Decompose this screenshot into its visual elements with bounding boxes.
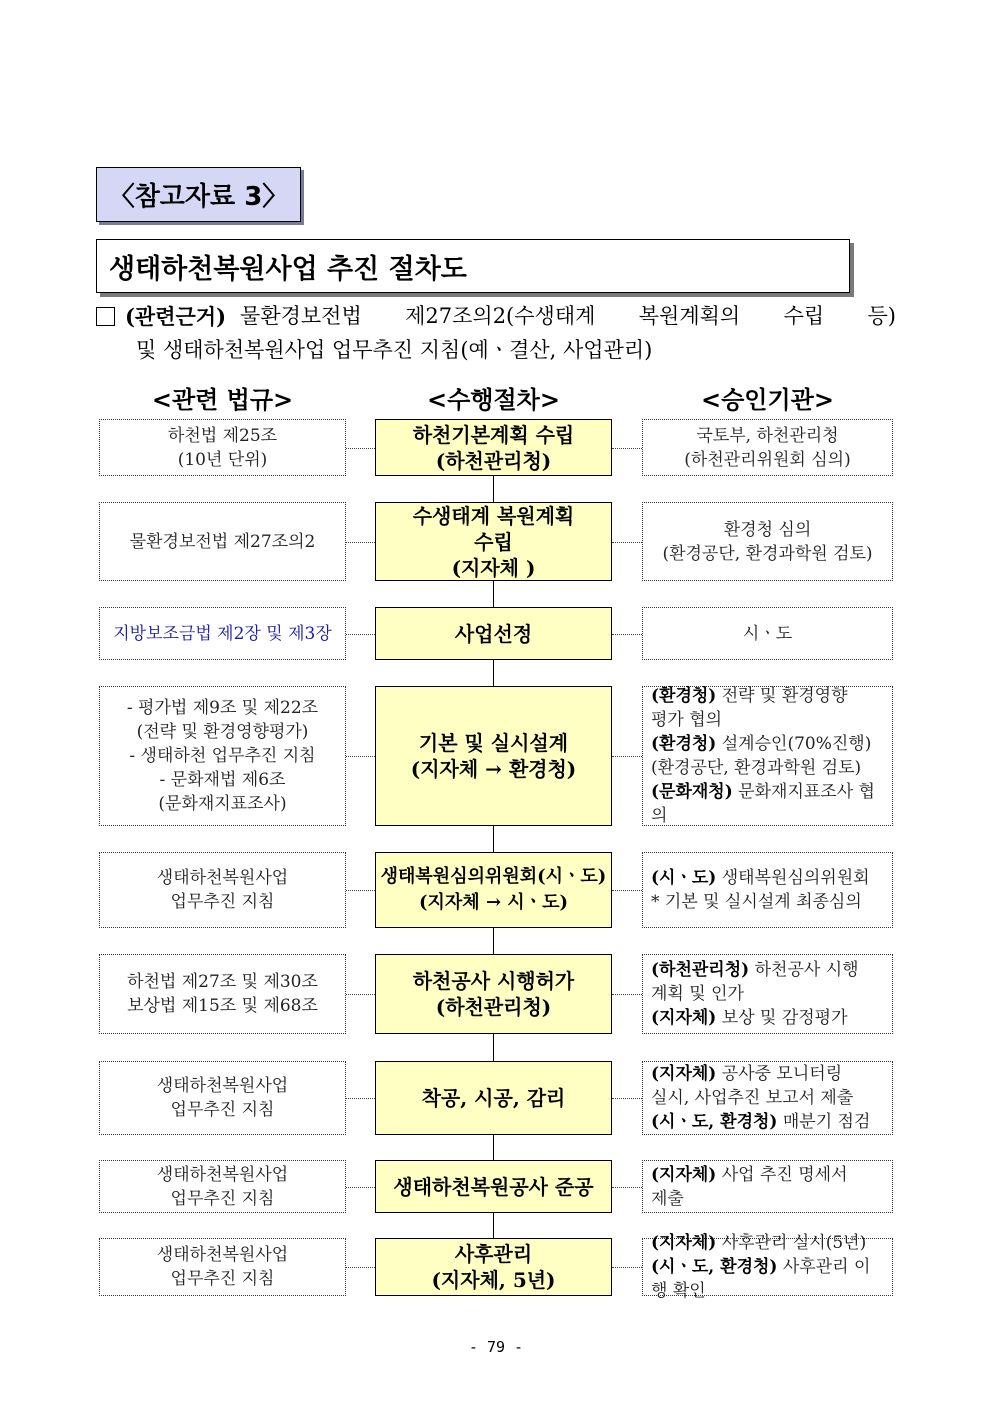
authority-text: * 기본 및 실시설계 최종심의 (651, 892, 862, 912)
column-header-authority: <승인기관> (701, 385, 834, 414)
law-line: 하천법 제25조 (167, 425, 278, 446)
procedure-step (375, 686, 612, 826)
authority-name: (지자체) (651, 1064, 717, 1084)
authority-line (651, 1187, 884, 1211)
authority-text: 보상 및 감정평가 (716, 1008, 848, 1028)
flow-arrow-line (493, 1135, 494, 1160)
law-line: (10년 단위) (177, 449, 268, 470)
authority-name: (시ㆍ도, 환경청) (651, 1257, 778, 1277)
authority-text: 계획 및 인가 (651, 984, 744, 1004)
law-box (99, 686, 346, 826)
authority-name: (지자체) (651, 1164, 717, 1185)
authority-box (642, 1160, 893, 1213)
authority-text: (환경공단, 환경과학원 검토) (651, 758, 862, 778)
procedure-line: 기본 및 실시설계 (418, 731, 569, 755)
procedure-line: (지자체 ) (451, 555, 536, 580)
connector-line (346, 1098, 375, 1099)
law-line: 하천법 제27조 및 제30조 (127, 972, 318, 992)
connector-line (346, 994, 375, 995)
flow-arrow-line (493, 1034, 494, 1061)
procedure-line: 사후관리 (454, 1242, 533, 1266)
procedure-line: 사업선정 (454, 621, 533, 646)
authority-box (642, 852, 893, 928)
authority-line: 시ㆍ도 (742, 623, 793, 644)
authority-line (651, 982, 884, 1006)
connector-line (346, 756, 375, 757)
authority-name: (지자체) (651, 1233, 717, 1253)
law-line: 생태하천복원사업 (156, 1164, 289, 1185)
procedure-line: (지자체, 5년) (431, 1268, 556, 1292)
procedure-step (375, 607, 612, 660)
authority-name: (환경청) (651, 734, 717, 754)
connector-line (612, 542, 642, 543)
connector-line (612, 1098, 642, 1099)
law-line: 생태하천복원사업 (156, 868, 289, 888)
procedure-line: (하천관리청) (435, 995, 552, 1019)
law-box (99, 1061, 346, 1135)
law-line: - 생태하천 업무추진 지침 (129, 746, 316, 766)
authority-line (651, 890, 884, 914)
procedure-step (375, 954, 612, 1034)
authority-text: 실시, 사업추진 보고서 제출 (651, 1088, 854, 1108)
procedure-line: 하천공사 시행허가 (412, 969, 575, 993)
flow-arrow-line (493, 660, 494, 686)
flow-arrow-line (493, 1213, 494, 1238)
authority-box (642, 1233, 893, 1301)
authority-text: 생태복원심의위원회 (716, 868, 870, 888)
authority-text: 공사중 모니터링 (716, 1064, 843, 1084)
law-line: 생태하천복원사업 (156, 1245, 289, 1265)
law-line: 업무추진 지침 (170, 1269, 275, 1289)
authority-text: 하천공사 시행 (749, 960, 859, 980)
authority-line (651, 780, 884, 828)
law-line: (문화재지표조사) (158, 794, 287, 814)
flow-arrow-line (493, 581, 494, 607)
connector-line (612, 1187, 642, 1188)
law-box (99, 1238, 346, 1296)
authority-line (651, 1255, 884, 1303)
law-box (99, 954, 346, 1034)
procedure-step (375, 1061, 612, 1135)
authority-line (651, 1062, 884, 1086)
law-line: 보상법 제15조 및 제68조 (127, 996, 318, 1016)
basis-text-2: 및 생태하천복원사업 업무추진 지침(예ㆍ결산, 사업관리) (136, 338, 653, 362)
authority-box (642, 954, 893, 1034)
basis-text-1: 물환경보전법 제27조의2(수생태계 복원계획의 수립 등) (240, 304, 896, 328)
procedure-step (375, 1160, 612, 1213)
authority-text: 평가 협의 (651, 710, 723, 730)
authority-name: (하천관리청) (651, 960, 750, 980)
law-line: - 문화재법 제6조 (159, 770, 286, 790)
page-title: 생태하천복원사업 추진 절차도 (96, 239, 850, 293)
authority-line (651, 1163, 884, 1187)
column-header-laws: <관련 법규> (151, 385, 294, 414)
page-number: - 79 - (468, 1338, 524, 1356)
checkbox-icon (96, 307, 115, 326)
procedure-line: 하천기본계획 수립 (412, 422, 575, 447)
authority-name: (시ㆍ도) (651, 868, 717, 888)
authority-box (642, 1061, 893, 1135)
authority-text: 전략 및 환경영향 (716, 686, 848, 706)
authority-text: 제출 (651, 1188, 684, 1209)
law-line: 생태하천복원사업 (156, 1076, 289, 1096)
authority-line: 환경청 심의 (723, 519, 812, 540)
authority-text: 사후관리 이행 확인 (651, 1257, 871, 1301)
procedure-line: (지자체 → 시ㆍ도) (419, 892, 568, 913)
connector-line (612, 1267, 642, 1268)
flow-arrow-line (493, 826, 494, 852)
authority-line: (하천관리위원회 심의) (684, 449, 851, 470)
authority-line: (환경공단, 환경과학원 검토) (662, 543, 873, 564)
law-box (99, 1160, 346, 1213)
authority-line (651, 756, 884, 780)
connector-line (612, 994, 642, 995)
authority-box (642, 607, 893, 660)
authority-text: 사후관리 실시(5년) (716, 1233, 867, 1253)
authority-text: 설계승인(70%진행) (716, 734, 872, 754)
legal-basis-line1 (96, 300, 896, 334)
authority-name: (문화재청) (651, 782, 733, 802)
authority-name: (환경청) (651, 686, 717, 706)
authority-line (651, 1086, 884, 1110)
procedure-line: 수립 (474, 529, 513, 554)
procedure-line: 수생태계 복원계획 (412, 503, 575, 528)
connector-line (346, 1187, 375, 1188)
procedure-step (375, 419, 612, 476)
connector-line (612, 634, 642, 635)
authority-line (651, 866, 884, 890)
procedure-step (375, 852, 612, 928)
procedure-line: 생태하천복원공사 준공 (393, 1174, 594, 1199)
authority-name: (지자체) (651, 1008, 717, 1028)
authority-line (651, 732, 884, 756)
law-line: 물환경보전법 제27조의2 (129, 531, 316, 552)
procedure-line: 생태복원심의위원회(시ㆍ도) (380, 866, 607, 887)
connector-line (346, 1267, 375, 1268)
procedure-line: (하천관리청) (435, 448, 552, 473)
connector-line (346, 542, 375, 543)
procedure-line: 착공, 시공, 감리 (421, 1086, 566, 1110)
reference-label: 〈참고자료 3〉 (96, 167, 301, 222)
column-header-procedure: <수행절차> (427, 385, 560, 414)
basis-label: (관련근거) (125, 304, 227, 329)
law-box (99, 502, 346, 581)
authority-box (642, 686, 893, 826)
law-line: (전략 및 환경영향평가) (136, 722, 309, 742)
authority-box (642, 502, 893, 581)
law-line: 업무추진 지침 (170, 1188, 275, 1209)
law-line: 지방보조금법 제2장 및 제3장 (113, 623, 332, 644)
authority-line (651, 684, 884, 708)
authority-text: 문화재지표조사 협의 (651, 782, 875, 826)
connector-line (612, 756, 642, 757)
authority-line: 국토부, 하천관리청 (696, 425, 839, 446)
procedure-line: (지자체 → 환경청) (410, 757, 577, 781)
authority-text: 사업 추진 명세서 (716, 1164, 848, 1185)
procedure-step (375, 1238, 612, 1296)
connector-line (346, 448, 375, 449)
authority-line (651, 1231, 884, 1255)
law-line: 업무추진 지침 (170, 892, 275, 912)
procedure-step (375, 502, 612, 581)
connector-line (346, 634, 375, 635)
connector-line (612, 890, 642, 891)
authority-line (651, 1110, 884, 1134)
authority-text: 매분기 점검 (777, 1112, 871, 1132)
flow-arrow-line (493, 928, 494, 954)
law-box (99, 852, 346, 928)
legal-basis (96, 300, 896, 367)
connector-line (346, 890, 375, 891)
authority-box (642, 419, 893, 476)
authority-line (651, 958, 884, 982)
flow-arrow-line (493, 476, 494, 502)
law-box (99, 607, 346, 660)
law-box (99, 419, 346, 476)
authority-name: (시ㆍ도, 환경청) (651, 1112, 778, 1132)
authority-line (651, 1006, 884, 1030)
connector-line (612, 448, 642, 449)
law-line: - 평가법 제9조 및 제22조 (126, 698, 319, 718)
authority-line (651, 708, 884, 732)
law-line: 업무추진 지침 (170, 1100, 275, 1120)
